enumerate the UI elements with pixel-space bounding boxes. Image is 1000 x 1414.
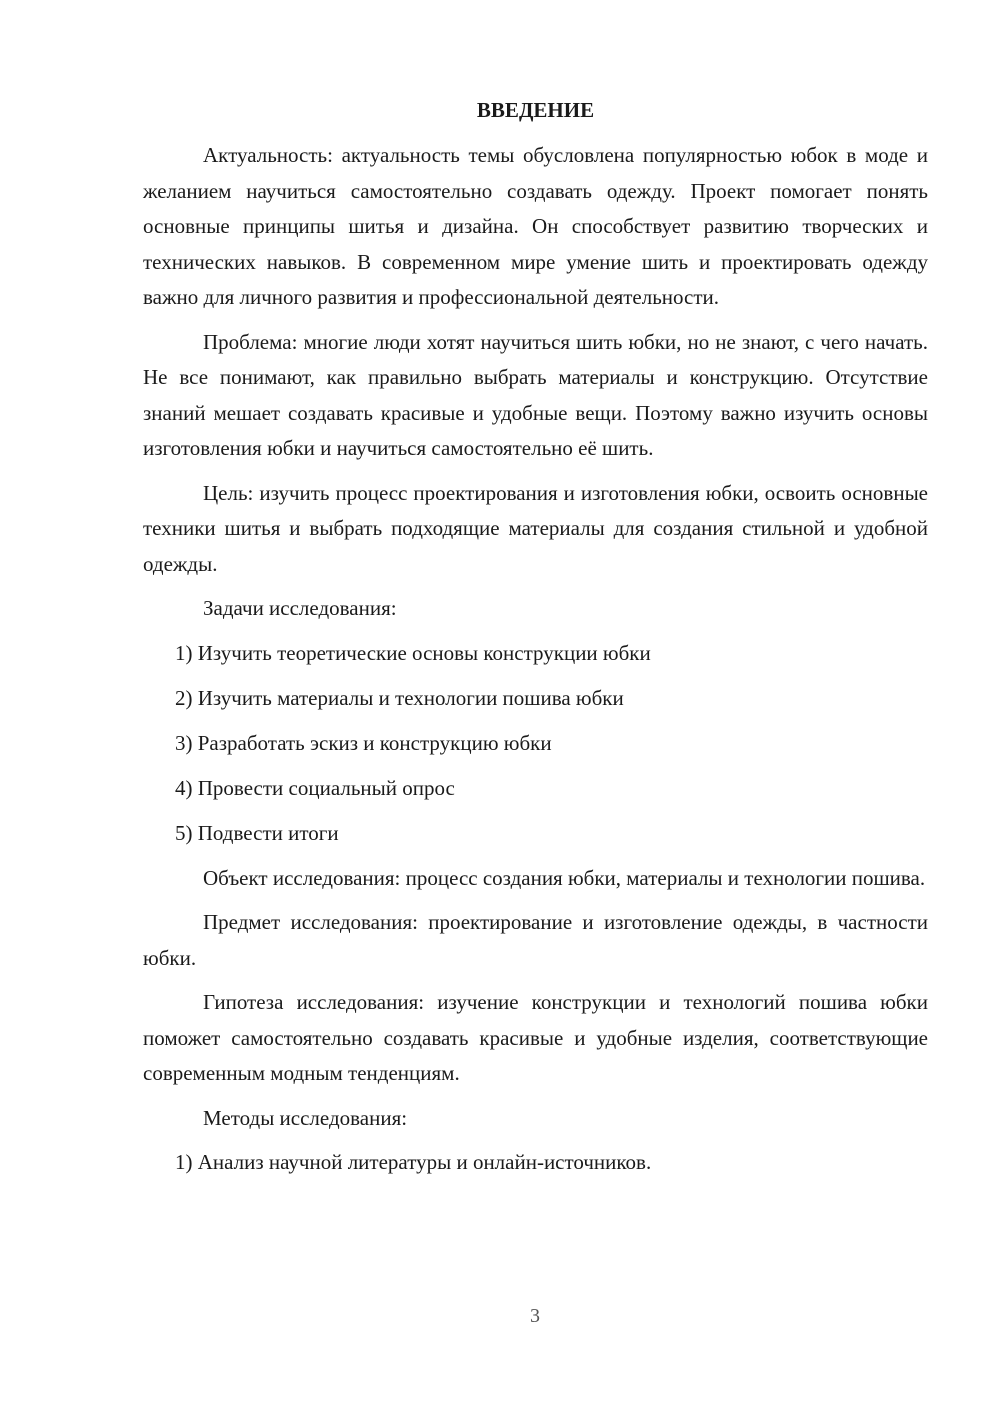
tasks-heading: Задачи исследования: — [203, 596, 397, 620]
hypothesis-paragraph: Гипотеза исследования: изучение конструкции и технологий пошива юбки поможет самостоятельно создавать красивые и удобные изделия, соответствующие современным модным тенденциям. — [143, 990, 928, 1085]
relevance-paragraph: Актуальность: актуальность темы обусловлена популярностью юбок в моде и желанием научиться самостоятельно создавать одежду. Проект помогает понять основные принципы шитья и дизайна. Он способствует развитию творческих и технических навыков. В современном мире умение шить и проектировать одежду важно для личного развития и профессиональной деятельности. — [143, 143, 928, 309]
task-item: 4) Провести социальный опрос — [175, 775, 455, 800]
task-item: 2) Изучить материалы и технологии пошива юбки — [175, 685, 624, 710]
tasks-list — [143, 636, 928, 852]
task-item: 3) Разработать эскиз и конструкцию юбки — [175, 730, 552, 755]
object-paragraph: Объект исследования: процесс создания юбки, материалы и технологии пошива. — [203, 865, 926, 890]
page-number: 3 — [530, 1305, 540, 1327]
problem-paragraph: Проблема: многие люди хотят научиться шить юбки, но не знают, с чего начать. Не все понимают, как правильно выбрать материалы и конструкцию. Отсутствие знаний мешает создавать красивые и удобные вещи. Поэтому важно изучить основы изготовления юбки и научиться самостоятельно её шить. — [143, 329, 928, 460]
document-page — [143, 96, 928, 1190]
page-title: ВВЕДЕНИЕ — [476, 98, 595, 122]
method-item: 1) Анализ научной литературы и онлайн-источников. — [175, 1150, 652, 1174]
subject-paragraph: Предмет исследования: проектирование и изготовление одежды, в частности юбки. — [143, 910, 928, 970]
task-item: 1) Изучить теоретические основы конструкции юбки — [175, 640, 651, 665]
methods-heading: Методы исследования: — [203, 1105, 408, 1130]
goal-paragraph: Цель: изучить процесс проектирования и изготовления юбки, освоить основные техники шитья и выбрать подходящие материалы для создания стильной и удобной одежды. — [143, 480, 928, 576]
task-item: 5) Подвести итоги — [175, 820, 339, 845]
methods-list — [143, 1145, 928, 1181]
